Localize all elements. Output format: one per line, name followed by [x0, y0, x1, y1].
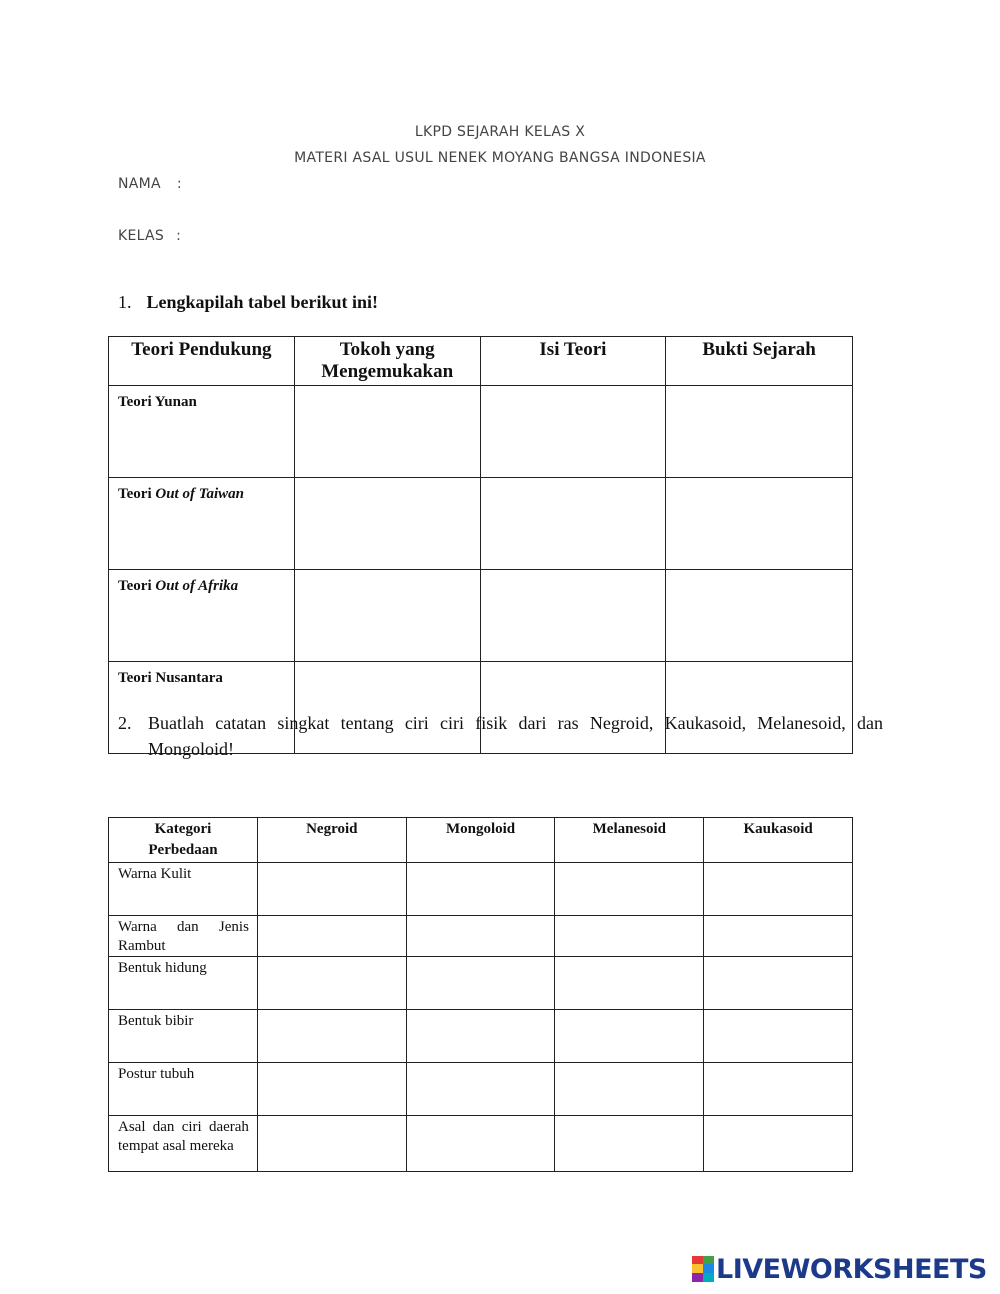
answer-cell[interactable]: [704, 916, 853, 957]
category-label: Warna Kulit: [109, 863, 258, 916]
theory-table: [108, 336, 853, 754]
answer-cell[interactable]: [704, 1116, 853, 1172]
question-1-text: Lengkapilah tabel berikut ini!: [146, 292, 379, 312]
answer-cell[interactable]: [704, 863, 853, 916]
answer-cell[interactable]: [666, 570, 853, 662]
table-row: [109, 1010, 853, 1063]
answer-cell[interactable]: [406, 1063, 555, 1116]
table-row: [109, 1063, 853, 1116]
theory-row-label: Teori Yunan: [109, 386, 295, 478]
question-2: [118, 710, 883, 762]
category-label: Warna dan Jenis Rambut: [109, 916, 258, 957]
nama-label: NAMA: [118, 176, 161, 192]
question-2-number: 2.: [118, 713, 132, 733]
question-2-text: Buatlah catatan singkat tentang ciri ciri fisik dari ras Negroid, Kaukasoid, Melanesoid, dan Mongoloid!: [148, 713, 883, 759]
answer-cell[interactable]: [555, 1063, 704, 1116]
race-table-header: [109, 818, 853, 863]
theory-row-label: Teori Out of Taiwan: [109, 478, 295, 570]
answer-cell[interactable]: [294, 386, 480, 478]
answer-cell[interactable]: [257, 957, 406, 1010]
nama-separator: :: [176, 176, 182, 192]
table-row: [109, 386, 853, 478]
answer-cell[interactable]: [555, 916, 704, 957]
table-row: [109, 570, 853, 662]
answer-cell[interactable]: [555, 957, 704, 1010]
category-label: Bentuk bibir: [109, 1010, 258, 1063]
answer-cell[interactable]: [294, 478, 480, 570]
liveworksheets-logo: [692, 1252, 987, 1286]
answer-cell[interactable]: [666, 386, 853, 478]
answer-cell[interactable]: [406, 863, 555, 916]
race-header-cell: Kaukasoid: [704, 818, 853, 863]
question-1: [118, 292, 378, 313]
answer-cell[interactable]: [480, 570, 666, 662]
theory-header-cell: Isi Teori: [480, 337, 666, 386]
theory-header-cell: Teori Pendukung: [109, 337, 295, 386]
theory-header-cell: Bukti Sejarah: [666, 337, 853, 386]
table-row: [109, 916, 853, 957]
question-1-number: 1.: [118, 292, 132, 312]
theory-row-label: Teori Out of Afrika: [109, 570, 295, 662]
answer-cell[interactable]: [555, 1010, 704, 1063]
answer-cell[interactable]: [704, 1010, 853, 1063]
table-row: [109, 863, 853, 916]
table-row: [109, 957, 853, 1010]
theory-table-header: [109, 337, 853, 386]
category-label: Postur tubuh: [109, 1063, 258, 1116]
brand-name: LIVEWORKSHEETS: [716, 1253, 987, 1285]
answer-cell[interactable]: [257, 1116, 406, 1172]
answer-cell[interactable]: [406, 957, 555, 1010]
worksheet-title: LKPD SEJARAH KELAS X: [414, 124, 586, 140]
worksheet-subtitle: MATERI ASAL USUL NENEK MOYANG BANGSA INDONESIA: [294, 150, 706, 166]
answer-cell[interactable]: [257, 1063, 406, 1116]
answer-cell[interactable]: [257, 916, 406, 957]
answer-cell[interactable]: [666, 478, 853, 570]
nama-field: [118, 176, 182, 192]
table-row: [109, 1116, 853, 1172]
answer-cell[interactable]: [480, 386, 666, 478]
race-table: [108, 817, 853, 1172]
theory-header-cell: Tokoh yang Mengemukakan: [294, 337, 480, 386]
answer-cell[interactable]: [406, 1116, 555, 1172]
category-label: Asal dan ciri daerah tempat asal mereka: [109, 1116, 258, 1172]
table-row: [109, 478, 853, 570]
category-label: Bentuk hidung: [109, 957, 258, 1010]
race-header-cell: Melanesoid: [555, 818, 704, 863]
theory-row-label: Teori Nusantara: [109, 662, 295, 754]
kelas-separator: :: [176, 228, 182, 244]
answer-cell[interactable]: [257, 863, 406, 916]
kelas-field: [118, 228, 181, 244]
race-header-cell: Negroid: [257, 818, 406, 863]
answer-cell[interactable]: [294, 570, 480, 662]
answer-cell[interactable]: [555, 863, 704, 916]
answer-cell[interactable]: [555, 1116, 704, 1172]
answer-cell[interactable]: [257, 1010, 406, 1063]
answer-cell[interactable]: [704, 1063, 853, 1116]
answer-cell[interactable]: [406, 916, 555, 957]
answer-cell[interactable]: [406, 1010, 555, 1063]
answer-cell[interactable]: [704, 957, 853, 1010]
kelas-label: KELAS: [118, 228, 165, 244]
race-header-cell: Mongoloid: [406, 818, 555, 863]
brand-logo-icon: [692, 1256, 714, 1282]
race-header-cell: Kategori Perbedaan: [109, 818, 258, 863]
answer-cell[interactable]: [480, 478, 666, 570]
